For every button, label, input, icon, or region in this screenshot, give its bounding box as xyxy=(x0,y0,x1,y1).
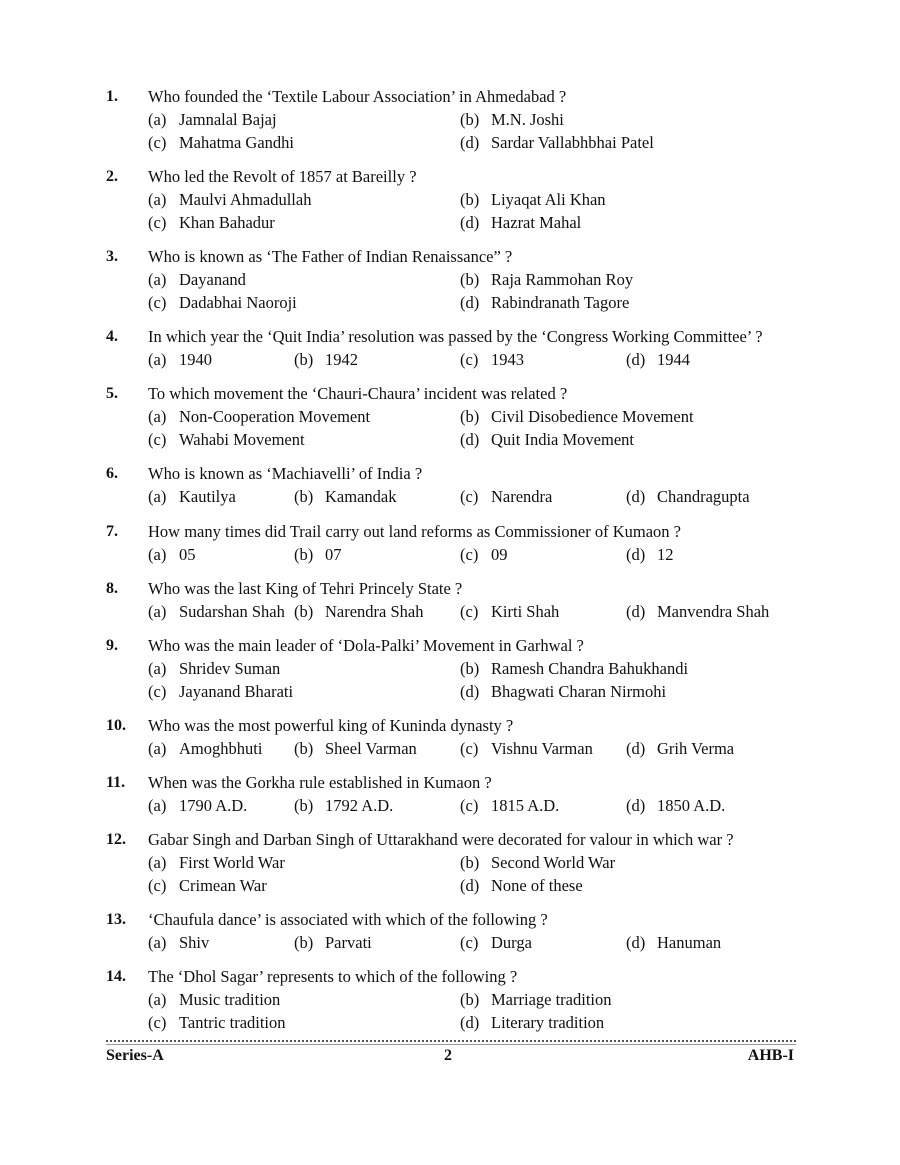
option-letter: (d) xyxy=(460,430,480,449)
option-letter: (b) xyxy=(294,487,314,506)
option-letter: (d) xyxy=(460,876,480,895)
question-text: Who was the most powerful king of Kuninda dynasty ? xyxy=(148,716,514,735)
option-text: Music tradition xyxy=(179,990,281,1009)
option-list xyxy=(148,794,796,817)
answer-option xyxy=(460,794,559,817)
option-letter: (c) xyxy=(460,933,479,952)
option-text: Amoghbhuti xyxy=(179,739,263,758)
option-text: Dayanand xyxy=(179,270,246,289)
option-row xyxy=(148,794,796,817)
answer-option xyxy=(460,988,612,1011)
option-row xyxy=(148,988,796,1011)
option-list xyxy=(148,988,796,1034)
option-list xyxy=(148,108,796,154)
question-number: 3. xyxy=(106,248,118,265)
option-letter: (b) xyxy=(460,853,480,872)
question-block xyxy=(106,715,796,760)
question-block xyxy=(106,246,796,314)
option-row xyxy=(148,851,796,874)
option-text: 12 xyxy=(657,545,674,564)
option-text: 1790 A.D. xyxy=(179,796,248,815)
question-text: To which movement the ‘Chauri-Chaura’ incident was related ? xyxy=(148,384,568,403)
answer-option xyxy=(626,794,725,817)
question-block xyxy=(106,772,796,817)
option-text: Wahabi Movement xyxy=(179,430,305,449)
answer-option xyxy=(460,874,583,897)
answer-option xyxy=(148,211,275,234)
option-text: Hazrat Mahal xyxy=(491,213,582,232)
option-text: Dadabhai Naoroji xyxy=(179,293,297,312)
option-letter: (d) xyxy=(626,796,646,815)
option-text: Shridev Suman xyxy=(179,659,281,678)
option-letter: (c) xyxy=(460,796,479,815)
option-letter: (a) xyxy=(148,190,167,209)
answer-option xyxy=(148,874,267,897)
option-list xyxy=(148,405,796,451)
answer-option xyxy=(460,188,606,211)
option-row xyxy=(148,485,796,508)
question-number: 2. xyxy=(106,168,118,185)
answer-option xyxy=(460,131,654,154)
question-header xyxy=(106,86,796,108)
option-letter: (b) xyxy=(460,990,480,1009)
option-text: Narendra xyxy=(491,487,553,506)
option-letter: (c) xyxy=(148,1013,167,1032)
answer-option xyxy=(626,931,721,954)
question-text: Who led the Revolt of 1857 at Bareilly ? xyxy=(148,167,417,186)
answer-option xyxy=(460,543,508,566)
option-row xyxy=(148,348,796,371)
question-block xyxy=(106,463,796,508)
option-text: Maulvi Ahmadullah xyxy=(179,190,312,209)
answer-option xyxy=(148,405,370,428)
answer-option xyxy=(460,657,688,680)
option-letter: (c) xyxy=(460,487,479,506)
question-number: 9. xyxy=(106,637,118,654)
option-letter: (b) xyxy=(460,659,480,678)
question-number: 5. xyxy=(106,385,118,402)
option-letter: (b) xyxy=(460,407,480,426)
answer-option xyxy=(460,108,564,131)
answer-option xyxy=(626,737,734,760)
option-letter: (b) xyxy=(294,545,314,564)
option-letter: (d) xyxy=(460,293,480,312)
option-text: Jamnalal Bajaj xyxy=(179,110,277,129)
question-block xyxy=(106,966,796,1034)
answer-option xyxy=(148,188,311,211)
option-row xyxy=(148,543,796,566)
option-text: Khan Bahadur xyxy=(179,213,275,232)
answer-option xyxy=(626,485,750,508)
option-letter: (b) xyxy=(294,602,314,621)
option-row xyxy=(148,680,796,703)
answer-option xyxy=(294,931,372,954)
answer-option xyxy=(148,485,236,508)
option-text: Hanuman xyxy=(657,933,722,952)
answer-option xyxy=(148,794,247,817)
answer-option xyxy=(460,291,629,314)
option-letter: (b) xyxy=(294,739,314,758)
option-text: Second World War xyxy=(491,853,616,872)
answer-option xyxy=(148,291,297,314)
question-header xyxy=(106,829,796,851)
option-letter: (d) xyxy=(460,1013,480,1032)
option-letter: (d) xyxy=(626,350,646,369)
question-number: 6. xyxy=(106,465,118,482)
option-letter: (c) xyxy=(460,739,479,758)
option-letter: (c) xyxy=(148,213,167,232)
option-text: 1943 xyxy=(491,350,524,369)
answer-option xyxy=(460,211,581,234)
option-letter: (b) xyxy=(460,270,480,289)
answer-option xyxy=(626,348,690,371)
option-list xyxy=(148,348,796,371)
option-text: Tantric tradition xyxy=(179,1013,286,1032)
option-text: Raja Rammohan Roy xyxy=(491,270,634,289)
option-letter: (a) xyxy=(148,545,167,564)
option-text: 1940 xyxy=(179,350,212,369)
question-text: Who is known as ‘Machiavelli’ of India ? xyxy=(148,464,423,483)
series-label: Series-A xyxy=(106,1047,164,1064)
answer-option xyxy=(148,1011,286,1034)
question-number: 4. xyxy=(106,328,118,345)
question-header xyxy=(106,966,796,988)
option-letter: (c) xyxy=(148,430,167,449)
answer-option xyxy=(294,794,393,817)
option-letter: (c) xyxy=(148,876,167,895)
option-text: Shiv xyxy=(179,933,210,952)
answer-option xyxy=(460,485,552,508)
option-letter: (a) xyxy=(148,602,167,621)
option-text: Vishnu Varman xyxy=(491,739,593,758)
answer-option xyxy=(294,737,417,760)
question-text: ‘Chaufula dance’ is associated with which of the following ? xyxy=(148,910,548,929)
option-text: 09 xyxy=(491,545,508,564)
option-letter: (b) xyxy=(460,190,480,209)
question-text: Who is known as ‘The Father of Indian Renaissance” ? xyxy=(148,247,513,266)
option-row xyxy=(148,268,796,291)
question-block xyxy=(106,86,796,154)
question-number: 8. xyxy=(106,580,118,597)
option-letter: (a) xyxy=(148,933,167,952)
question-header xyxy=(106,715,796,737)
option-letter: (a) xyxy=(148,659,167,678)
option-letter: (d) xyxy=(460,682,480,701)
answer-option xyxy=(148,268,246,291)
answer-option xyxy=(460,428,634,451)
option-text: 1944 xyxy=(657,350,690,369)
question-text: How many times did Trail carry out land reforms as Commissioner of Kumaon ? xyxy=(148,522,681,541)
option-row xyxy=(148,188,796,211)
option-list xyxy=(148,931,796,954)
question-number: 10. xyxy=(106,717,126,734)
answer-option xyxy=(460,931,532,954)
question-text: Who was the last King of Tehri Princely State ? xyxy=(148,579,463,598)
option-text: 1942 xyxy=(325,350,358,369)
option-letter: (a) xyxy=(148,853,167,872)
option-text: Marriage tradition xyxy=(491,990,612,1009)
answer-option xyxy=(148,680,293,703)
question-block xyxy=(106,635,796,703)
option-text: 05 xyxy=(179,545,196,564)
option-letter: (a) xyxy=(148,990,167,1009)
question-text: When was the Gorkha rule established in Kumaon ? xyxy=(148,773,492,792)
option-letter: (c) xyxy=(460,545,479,564)
option-letter: (d) xyxy=(626,545,646,564)
option-letter: (d) xyxy=(626,739,646,758)
option-row xyxy=(148,405,796,428)
answer-option xyxy=(626,600,769,623)
option-text: Literary tradition xyxy=(491,1013,605,1032)
option-text: Ramesh Chandra Bahukhandi xyxy=(491,659,689,678)
question-number: 1. xyxy=(106,88,118,105)
footer-divider-line xyxy=(106,1044,796,1045)
option-row xyxy=(148,291,796,314)
option-letter: (d) xyxy=(626,487,646,506)
answer-option xyxy=(460,405,694,428)
question-number: 12. xyxy=(106,831,126,848)
option-text: M.N. Joshi xyxy=(491,110,564,129)
option-text: 1792 A.D. xyxy=(325,796,394,815)
option-text: Manvendra Shah xyxy=(657,602,770,621)
option-text: None of these xyxy=(491,876,583,895)
question-text: The ‘Dhol Sagar’ represents to which of the following ? xyxy=(148,967,518,986)
option-letter: (c) xyxy=(460,350,479,369)
option-letter: (c) xyxy=(148,682,167,701)
answer-option xyxy=(148,543,196,566)
option-text: Kirti Shah xyxy=(491,602,560,621)
option-row xyxy=(148,737,796,760)
page-number: 2 xyxy=(444,1047,452,1064)
question-text: Who founded the ‘Textile Labour Association’ in Ahmedabad ? xyxy=(148,87,567,106)
option-letter: (a) xyxy=(148,487,167,506)
option-letter: (d) xyxy=(460,213,480,232)
option-row xyxy=(148,931,796,954)
question-block xyxy=(106,326,796,371)
option-text: Jayanand Bharati xyxy=(179,682,294,701)
option-text: Crimean War xyxy=(179,876,267,895)
answer-option xyxy=(148,108,277,131)
option-text: Kautilya xyxy=(179,487,236,506)
answer-option xyxy=(460,737,593,760)
question-header xyxy=(106,166,796,188)
option-text: Rabindranath Tagore xyxy=(491,293,630,312)
option-letter: (a) xyxy=(148,407,167,426)
option-text: 07 xyxy=(325,545,342,564)
option-text: 1850 A.D. xyxy=(657,796,726,815)
option-row xyxy=(148,428,796,451)
option-list xyxy=(148,188,796,234)
option-list xyxy=(148,543,796,566)
option-letter: (a) xyxy=(148,796,167,815)
question-block xyxy=(106,383,796,451)
option-list xyxy=(148,485,796,508)
question-header xyxy=(106,521,796,543)
answer-option xyxy=(148,600,285,623)
answer-option xyxy=(460,1011,604,1034)
option-list xyxy=(148,600,796,623)
option-text: Grih Verma xyxy=(657,739,735,758)
option-letter: (d) xyxy=(460,133,480,152)
option-row xyxy=(148,131,796,154)
option-text: Narendra Shah xyxy=(325,602,424,621)
option-list xyxy=(148,268,796,314)
question-header xyxy=(106,463,796,485)
option-letter: (b) xyxy=(460,110,480,129)
option-text: Non-Cooperation Movement xyxy=(179,407,371,426)
question-number: 14. xyxy=(106,968,126,985)
option-list xyxy=(148,737,796,760)
question-text: Gabar Singh and Darban Singh of Uttarakhand were decorated for valour in which war ? xyxy=(148,830,734,849)
option-text: Parvati xyxy=(325,933,372,952)
answer-option xyxy=(294,543,342,566)
option-row xyxy=(148,211,796,234)
option-row xyxy=(148,600,796,623)
question-header xyxy=(106,909,796,931)
answer-option xyxy=(460,348,524,371)
option-text: Sudarshan Shah xyxy=(179,602,285,621)
option-letter: (b) xyxy=(294,933,314,952)
answer-option xyxy=(460,680,666,703)
question-text: In which year the ‘Quit India’ resolution was passed by the ‘Congress Working Committee’ ? xyxy=(148,327,763,346)
question-header xyxy=(106,772,796,794)
question-header xyxy=(106,246,796,268)
option-text: Kamandak xyxy=(325,487,397,506)
option-letter: (a) xyxy=(148,350,167,369)
option-text: Mahatma Gandhi xyxy=(179,133,295,152)
answer-option xyxy=(148,428,305,451)
option-list xyxy=(148,851,796,897)
question-header xyxy=(106,326,796,348)
option-letter: (a) xyxy=(148,270,167,289)
option-row xyxy=(148,108,796,131)
answer-option xyxy=(460,600,559,623)
option-letter: (b) xyxy=(294,350,314,369)
question-block xyxy=(106,829,796,897)
question-block xyxy=(106,909,796,954)
option-letter: (a) xyxy=(148,110,167,129)
answer-option xyxy=(294,348,358,371)
option-text: Quit India Movement xyxy=(491,430,634,449)
paper-code: AHB-I xyxy=(747,1047,794,1064)
option-row xyxy=(148,1011,796,1034)
option-row xyxy=(148,657,796,680)
answer-option xyxy=(148,737,262,760)
option-letter: (a) xyxy=(148,739,167,758)
option-text: Chandragupta xyxy=(657,487,750,506)
answer-option xyxy=(294,600,424,623)
question-block xyxy=(106,166,796,234)
question-number: 7. xyxy=(106,523,118,540)
option-letter: (c) xyxy=(148,293,167,312)
answer-option xyxy=(148,657,280,680)
answer-option xyxy=(148,851,285,874)
footer-divider xyxy=(106,1040,796,1042)
option-text: Sheel Varman xyxy=(325,739,417,758)
option-text: Sardar Vallabhbhai Patel xyxy=(491,133,654,152)
option-text: Durga xyxy=(491,933,532,952)
answer-option xyxy=(460,851,615,874)
answer-option xyxy=(460,268,633,291)
question-header xyxy=(106,383,796,405)
option-text: 1815 A.D. xyxy=(491,796,560,815)
option-letter: (d) xyxy=(626,602,646,621)
option-text: Liyaqat Ali Khan xyxy=(491,190,606,209)
answer-option xyxy=(148,348,212,371)
question-block xyxy=(106,521,796,566)
option-letter: (d) xyxy=(626,933,646,952)
option-text: Bhagwati Charan Nirmohi xyxy=(491,682,667,701)
option-letter: (b) xyxy=(294,796,314,815)
option-letter: (c) xyxy=(460,602,479,621)
option-row xyxy=(148,874,796,897)
question-header xyxy=(106,635,796,657)
question-text: Who was the main leader of ‘Dola-Palki’ Movement in Garhwal ? xyxy=(148,636,584,655)
option-text: First World War xyxy=(179,853,285,872)
answer-option xyxy=(148,988,280,1011)
question-number: 13. xyxy=(106,911,126,928)
answer-option xyxy=(148,131,294,154)
option-letter: (c) xyxy=(148,133,167,152)
option-list xyxy=(148,657,796,703)
answer-option xyxy=(148,931,209,954)
question-header xyxy=(106,578,796,600)
question-number: 11. xyxy=(106,774,126,791)
option-text: Civil Disobedience Movement xyxy=(491,407,694,426)
answer-option xyxy=(626,543,674,566)
question-block xyxy=(106,578,796,623)
answer-option xyxy=(294,485,396,508)
